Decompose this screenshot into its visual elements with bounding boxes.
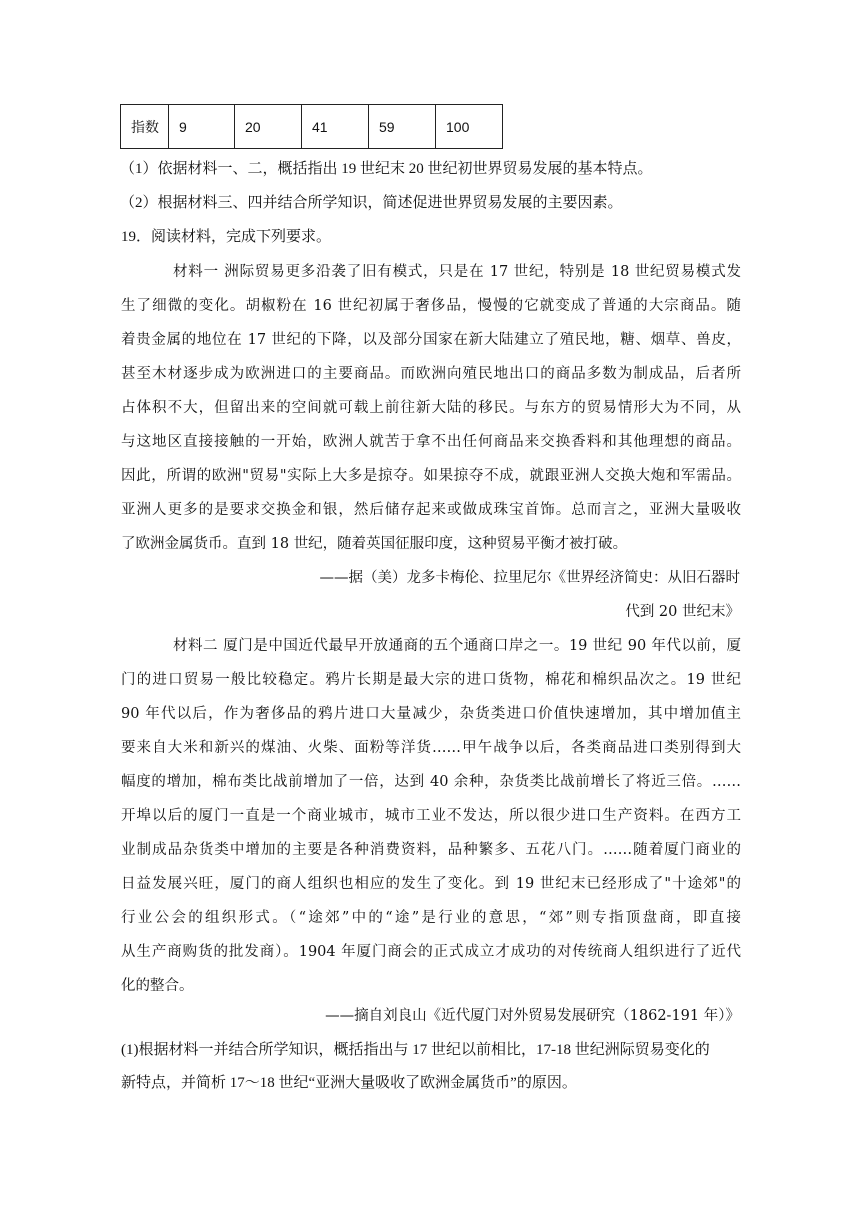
material-line: 生了细微的变化。胡椒粉在 16 世纪初属于奢侈品，慢慢的它就变成了普通的大宗商品。随 <box>121 298 741 314</box>
material-line: 着贵金属的地位在 17 世纪的下降，以及部分国家在新大陆建立了殖民地，糖、烟草、兽皮， <box>121 332 741 348</box>
material-1-source: ——据（美）龙多卡梅伦、拉里尼尔《世界经济简史：从旧石器时 <box>319 570 740 586</box>
index-table <box>120 104 503 149</box>
sub-question-1-cont: 新特点，并简析 17～18 世纪“亚洲大量吸收了欧洲金属货币”的原因。 <box>121 1075 577 1091</box>
sub-question-1: (1)根据材料一并结合所学知识，概括指出与 17 世纪以前相比，17-18 世纪洲际贸易变化的 <box>121 1042 710 1058</box>
material-line: 从生产商购货的批发商）。1904 年厦门商会的正式成立才成功的对传统商人组织进行了近代 <box>121 944 741 960</box>
material-line: 业制成品杂货类中增加的主要是各种消费资料，品种繁多、五花八门。……随着厦门商业的 <box>121 842 741 858</box>
table-cell: 59 <box>369 105 436 149</box>
material-line: 亚洲人更多的是要求交换金和银，然后储存起来或做成珠宝首饰。总而言之，亚洲大量吸收 <box>121 502 741 518</box>
material-line: 化的整合。 <box>121 978 194 994</box>
material-line: 要来自大米和新兴的煤油、火柴、面粉等洋货……甲午战争以后，各类商品进口类别得到大 <box>121 740 741 756</box>
question-2: （2）根据材料三、四并结合所学知识，简述促进世界贸易发展的主要因素。 <box>120 195 623 211</box>
material-line: 门的进口贸易一般比较稳定。鸦片长期是最大宗的进口货物，棉花和棉织品次之。19 世纪 <box>121 672 741 688</box>
material-line: 与这地区直接接触的一开始，欧洲人就苦于拿不出任何商品来交换香料和其他理想的商品。 <box>121 434 741 450</box>
question-19-heading: 19．阅读材料，完成下列要求。 <box>121 229 332 245</box>
table-cell: 20 <box>235 105 302 149</box>
material-line: 占体积不大，但留出来的空间就可载上前往新大陆的移民。与东方的贸易情形大为不同，从 <box>121 400 741 416</box>
question-1: （1）依据材料一、二，概括指出 19 世纪末 20 世纪初世界贸易发展的基本特点。 <box>120 161 653 177</box>
material-line: 90 年代以后，作为奢侈品的鸦片进口大量减少，杂货类进口价值快速增加，其中增加值主 <box>121 706 741 722</box>
table-row <box>121 105 503 149</box>
table-cell: 9 <box>169 105 235 149</box>
material-line: 甚至木材逐步成为欧洲进口的主要商品。而欧洲向殖民地出口的商品多数为制成品，后者所 <box>121 366 741 382</box>
table-cell: 100 <box>436 105 503 149</box>
material-line: 材料一 洲际贸易更多沿袭了旧有模式，只是在 17 世纪，特别是 18 世纪贸易模式发 <box>173 264 741 280</box>
material-line: 行业公会的组织形式。（“途郊”中的“途”是行业的意思，“郊”则专指顶盘商，即直接 <box>121 910 741 926</box>
material-line: 材料二 厦门是中国近代最早开放通商的五个通商口岸之一。19 世纪 90 年代以前，厦 <box>173 638 741 654</box>
material-2-source: ——摘自刘良山《近代厦门对外贸易发展研究（1862-191 年）》 <box>325 1008 740 1024</box>
material-line: 幅度的增加，棉布类比战前增加了一倍，达到 40 余种，杂货类比战前增长了将近三倍。…… <box>121 774 741 790</box>
material-line: 开埠以后的厦门一直是一个商业城市，城市工业不发达，所以很少进口生产资料。在西方工 <box>121 808 741 824</box>
table-cell: 指数 <box>121 105 169 149</box>
material-line: 了欧洲金属货币。直到 18 世纪，随着英国征服印度，这种贸易平衡才被打破。 <box>121 536 628 552</box>
material-line: 日益发展兴旺，厦门的商人组织也相应的发生了变化。到 19 世纪末已经形成了"十途郊"的 <box>121 876 741 892</box>
material-1-source-cont: 代到 20 世纪末》 <box>625 604 740 620</box>
material-line: 因此，所谓的欧洲"贸易"实际上大多是掠夺。如果掠夺不成，就跟亚洲人交换大炮和军需品。 <box>121 468 741 484</box>
table-cell: 41 <box>302 105 369 149</box>
